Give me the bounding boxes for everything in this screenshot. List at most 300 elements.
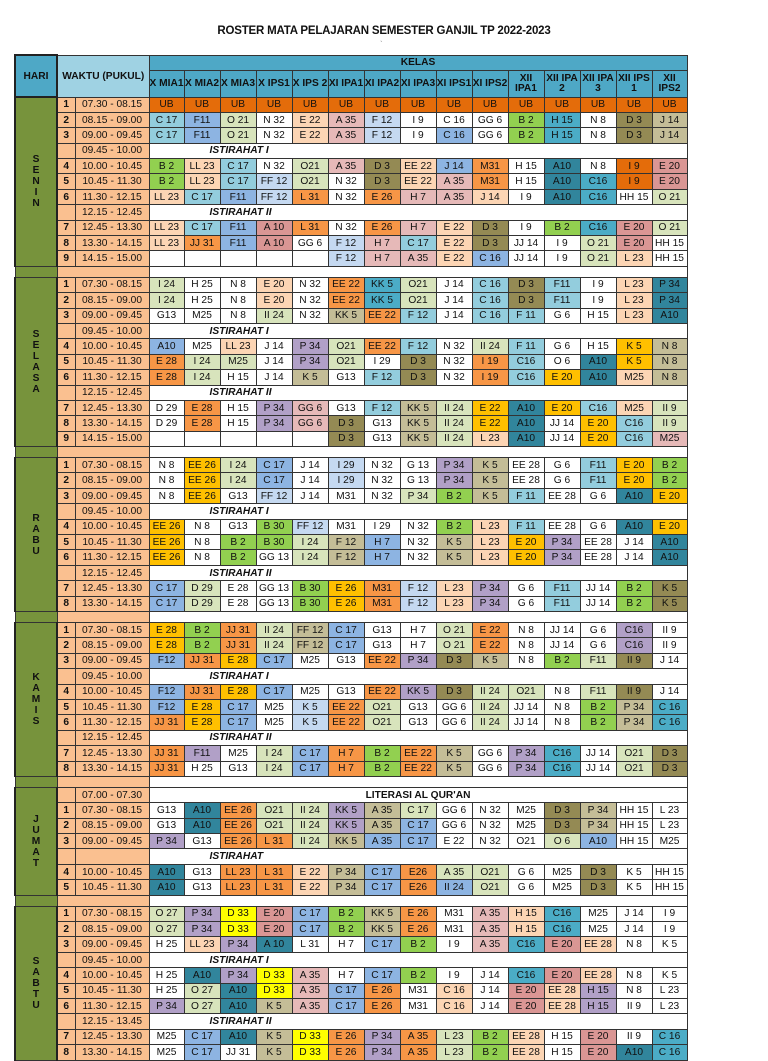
subject-cell <box>292 431 328 446</box>
subject-cell: KK 5 <box>328 308 364 323</box>
period-number <box>57 952 75 967</box>
subject-cell: JJ 31 <box>184 684 220 699</box>
subject-cell: E 20 <box>616 458 652 473</box>
break-row <box>15 504 687 519</box>
subject-cell: A10 <box>544 159 580 174</box>
period-number: 4 <box>57 968 75 983</box>
break-label: ISTIRAHAT II <box>149 565 687 580</box>
subject-cell: B 2 <box>436 519 472 534</box>
subject-cell: EE 22 <box>328 699 364 714</box>
subject-cell: E26 <box>400 864 436 879</box>
subject-cell: C16 <box>616 623 652 638</box>
subject-cell: I 24 <box>292 550 328 565</box>
subject-cell: E 22 <box>472 623 508 638</box>
subject-cell: D 33 <box>292 1045 328 1060</box>
subject-cell: KK 5 <box>400 416 436 431</box>
subject-cell: P 34 <box>436 458 472 473</box>
subject-cell: I 24 <box>256 761 292 776</box>
subject-cell: G13 <box>220 761 256 776</box>
subject-cell: M25 <box>580 906 616 921</box>
lesson-row <box>15 998 687 1013</box>
subject-cell: K 5 <box>652 968 687 983</box>
subject-cell: C 17 <box>149 581 184 596</box>
lesson-row <box>15 339 687 354</box>
subject-cell: F 12 <box>328 251 364 266</box>
subject-cell: P 34 <box>184 906 220 921</box>
class-header: XII IPA 2 <box>544 70 580 97</box>
period-time: 08.15 - 09.00 <box>75 473 149 488</box>
subject-cell: F 12 <box>400 308 436 323</box>
period-number: 4 <box>57 159 75 174</box>
subject-cell: E 22 <box>472 416 508 431</box>
subject-cell: P 34 <box>328 864 364 879</box>
subject-cell: M31 <box>364 596 400 611</box>
subject-cell: C 16 <box>652 699 687 714</box>
subject-cell: B 2 <box>580 715 616 730</box>
subject-cell: A 35 <box>400 1045 436 1060</box>
lesson-row <box>15 416 687 431</box>
subject-cell: A10 <box>616 488 652 503</box>
subject-cell: E 28 <box>149 638 184 653</box>
period-time: 10.45 - 11.30 <box>75 880 149 895</box>
subject-cell: H 15 <box>580 983 616 998</box>
period-time: 09.45 - 10.00 <box>75 143 149 158</box>
subject-cell: LL 23 <box>149 189 184 204</box>
subject-cell: B 2 <box>149 174 184 189</box>
subject-cell: P 34 <box>328 880 364 895</box>
subject-cell: I 29 <box>328 458 364 473</box>
subject-cell: G 13 <box>400 473 436 488</box>
subject-cell: D 3 <box>328 431 364 446</box>
subject-cell: UB <box>328 97 364 112</box>
subject-cell: H 7 <box>400 189 436 204</box>
subject-cell: P 34 <box>149 998 184 1013</box>
subject-cell: M31 <box>328 488 364 503</box>
subject-cell: M25 <box>184 339 220 354</box>
subject-cell: A10 <box>580 354 616 369</box>
class-header: XI IPA1 <box>328 70 364 97</box>
subject-cell: EE 28 <box>580 937 616 952</box>
subject-cell: P 34 <box>616 699 652 714</box>
period-time: 12.15 - 13.45 <box>75 1014 149 1029</box>
subject-cell: G 6 <box>580 488 616 503</box>
subject-cell: C16 <box>508 370 544 385</box>
subject-cell: P 34 <box>256 400 292 415</box>
lesson-row <box>15 746 687 761</box>
subject-cell: K 5 <box>616 880 652 895</box>
header-hari: HARI <box>15 55 57 97</box>
subject-cell: EE 26 <box>184 458 220 473</box>
subject-cell: II 24 <box>436 880 472 895</box>
subject-cell: F11 <box>580 653 616 668</box>
subject-cell: L 23 <box>436 596 472 611</box>
subject-cell: K 5 <box>256 1029 292 1044</box>
period-number: 2 <box>57 638 75 653</box>
subject-cell <box>149 431 184 446</box>
subject-cell: N 32 <box>472 834 508 849</box>
period-time: 12.15 - 12.45 <box>75 730 149 745</box>
subject-cell: L 31 <box>256 880 292 895</box>
subject-cell: E 20 <box>544 400 580 415</box>
subject-cell: A10 <box>184 968 220 983</box>
literasi-label: LITERASI AL QUR'AN <box>149 787 687 802</box>
subject-cell: EE 26 <box>220 803 256 818</box>
subject-cell: A10 <box>184 818 220 833</box>
lesson-row <box>15 983 687 998</box>
subject-cell: F 12 <box>400 596 436 611</box>
subject-cell: L 23 <box>436 581 472 596</box>
subject-cell: G13 <box>364 416 400 431</box>
subject-cell: G13 <box>364 638 400 653</box>
lesson-row <box>15 189 687 204</box>
subject-cell: G 6 <box>508 581 544 596</box>
subject-cell: E 22 <box>436 251 472 266</box>
subject-cell: J 14 <box>256 370 292 385</box>
subject-cell: EE 26 <box>184 473 220 488</box>
subject-cell: M25 <box>508 818 544 833</box>
subject-cell: GG 6 <box>472 128 508 143</box>
subject-cell: E 22 <box>436 236 472 251</box>
subject-cell: D 29 <box>184 596 220 611</box>
subject-cell: J 14 <box>436 308 472 323</box>
subject-cell: KK 5 <box>328 803 364 818</box>
subject-cell: C 17 <box>364 937 400 952</box>
subject-cell: N 8 <box>149 488 184 503</box>
subject-cell: I 24 <box>292 535 328 550</box>
subject-cell: E 28 <box>184 699 220 714</box>
period-time: 08.15 - 09.00 <box>75 112 149 127</box>
subject-cell: GG 6 <box>436 803 472 818</box>
subject-cell: I 9 <box>652 922 687 937</box>
subject-cell: GG 6 <box>472 761 508 776</box>
period-number: 2 <box>57 112 75 127</box>
subject-cell: G 6 <box>580 638 616 653</box>
subject-cell: F 12 <box>400 339 436 354</box>
subject-cell: A10 <box>508 431 544 446</box>
break-label: ISTIRAHAT I <box>149 323 687 338</box>
subject-cell: O21 <box>364 715 400 730</box>
period-time: 09.45 - 10.00 <box>75 952 149 967</box>
subject-cell: E 20 <box>508 983 544 998</box>
subject-cell: N 32 <box>364 473 400 488</box>
subject-cell: JJ 14 <box>544 431 580 446</box>
subject-cell: M25 <box>616 370 652 385</box>
lesson-row <box>15 220 687 235</box>
subject-cell: L 23 <box>472 550 508 565</box>
subject-cell: I 24 <box>149 277 184 292</box>
period-time: 10.00 - 10.45 <box>75 864 149 879</box>
subject-cell <box>220 251 256 266</box>
subject-cell: C 17 <box>400 236 436 251</box>
subject-cell: II 24 <box>256 623 292 638</box>
period-number: 5 <box>57 983 75 998</box>
subject-cell: B 2 <box>328 906 364 921</box>
subject-cell: EE 26 <box>220 834 256 849</box>
period-number: 7 <box>57 1029 75 1044</box>
break-row <box>15 730 687 745</box>
subject-cell: C 17 <box>400 818 436 833</box>
break-label: ISTIRAHAT II <box>149 1014 687 1029</box>
period-time: 07.30 - 08.15 <box>75 277 149 292</box>
period-number: 3 <box>57 308 75 323</box>
subject-cell: EE 22 <box>400 159 436 174</box>
subject-cell: B 2 <box>184 638 220 653</box>
subject-cell: KK 5 <box>400 684 436 699</box>
subject-cell: P 34 <box>184 922 220 937</box>
subject-cell: B 2 <box>652 473 687 488</box>
subject-cell: P 34 <box>292 354 328 369</box>
lesson-row <box>15 761 687 776</box>
subject-cell: EE 28 <box>544 998 580 1013</box>
subject-cell: II 9 <box>616 998 652 1013</box>
lesson-row <box>15 937 687 952</box>
subject-cell: D 3 <box>400 354 436 369</box>
period-time: 10.00 - 10.45 <box>75 968 149 983</box>
subject-cell: C16 <box>508 937 544 952</box>
subject-cell: G13 <box>184 880 220 895</box>
subject-cell: L 31 <box>256 864 292 879</box>
subject-cell: UB <box>400 97 436 112</box>
subject-cell: J 14 <box>292 488 328 503</box>
subject-cell: B 2 <box>220 550 256 565</box>
subject-cell: I 9 <box>652 906 687 921</box>
subject-cell: K 5 <box>256 998 292 1013</box>
subject-cell: O 21 <box>580 236 616 251</box>
period-time: 10.45 - 11.30 <box>75 535 149 550</box>
subject-cell: G 13 <box>400 458 436 473</box>
subject-cell: B 2 <box>220 535 256 550</box>
subject-cell: H 15 <box>544 1045 580 1060</box>
subject-cell: A10 <box>580 370 616 385</box>
period-number <box>57 565 75 580</box>
subject-cell: I 9 <box>508 220 544 235</box>
lesson-row <box>15 968 687 983</box>
subject-cell: JJ 31 <box>220 638 256 653</box>
period-number: 7 <box>57 746 75 761</box>
class-header: X IPS1 <box>256 70 292 97</box>
break-label: ISTIRAHAT I <box>149 669 687 684</box>
subject-cell: K 5 <box>472 473 508 488</box>
subject-cell: UB <box>436 97 472 112</box>
subject-cell: N 32 <box>292 293 328 308</box>
lesson-row <box>15 715 687 730</box>
subject-cell: L 23 <box>616 308 652 323</box>
subject-cell: N 8 <box>220 308 256 323</box>
subject-cell: EE 26 <box>220 818 256 833</box>
subject-cell: C 17 <box>256 684 292 699</box>
subject-cell: G13 <box>220 519 256 534</box>
subject-cell: A 35 <box>436 174 472 189</box>
lesson-row <box>15 922 687 937</box>
period-number <box>57 143 75 158</box>
subject-cell: N 32 <box>328 189 364 204</box>
subject-cell: I 24 <box>184 354 220 369</box>
subject-cell: EE 22 <box>364 308 400 323</box>
subject-cell: C 16 <box>436 128 472 143</box>
subject-cell: H 15 <box>508 922 544 937</box>
period-number: 7 <box>57 581 75 596</box>
subject-cell: F11 <box>220 220 256 235</box>
subject-cell: A10 <box>149 339 184 354</box>
subject-cell: J 14 <box>436 293 472 308</box>
period-time: 12.45 - 13.30 <box>75 1029 149 1044</box>
subject-cell: A 35 <box>436 189 472 204</box>
subject-cell: F 12 <box>364 400 400 415</box>
subject-cell: EE 28 <box>508 473 544 488</box>
subject-cell: L 23 <box>616 277 652 292</box>
subject-cell: C 17 <box>400 834 436 849</box>
subject-cell: EE 28 <box>580 968 616 983</box>
period-time: 07.30 - 08.15 <box>75 458 149 473</box>
subject-cell: B 30 <box>256 535 292 550</box>
period-time: 09.45 - 10.00 <box>75 323 149 338</box>
subject-cell: C 17 <box>292 906 328 921</box>
subject-cell: C16 <box>616 416 652 431</box>
subject-cell: JJ 14 <box>544 623 580 638</box>
subject-cell: E 20 <box>616 473 652 488</box>
period-time: 14.15 - 15.00 <box>75 251 149 266</box>
period-time: 13.30 - 14.15 <box>75 1045 149 1060</box>
subject-cell: KK 5 <box>364 922 400 937</box>
subject-cell: C 16 <box>472 277 508 292</box>
period-number: 8 <box>57 761 75 776</box>
subject-cell: N 32 <box>436 370 472 385</box>
subject-cell: E 28 <box>220 596 256 611</box>
subject-cell: LL 23 <box>220 880 256 895</box>
subject-cell: N 8 <box>184 535 220 550</box>
subject-cell: A 35 <box>328 112 364 127</box>
subject-cell: JJ 31 <box>149 761 184 776</box>
subject-cell: J 14 <box>256 354 292 369</box>
subject-cell: M31 <box>364 581 400 596</box>
subject-cell: D 33 <box>220 906 256 921</box>
class-header: X IPS 2 <box>292 70 328 97</box>
class-header: XII IPA 3 <box>580 70 616 97</box>
subject-cell: C 16 <box>472 308 508 323</box>
subject-cell: A10 <box>220 983 256 998</box>
subject-cell: II 24 <box>436 400 472 415</box>
lesson-row <box>15 638 687 653</box>
period-number: 3 <box>57 653 75 668</box>
subject-cell: GG 6 <box>436 715 472 730</box>
subject-cell: A 35 <box>364 834 400 849</box>
subject-cell: A 10 <box>256 220 292 235</box>
subject-cell: C16 <box>580 174 616 189</box>
period-number: 6 <box>57 715 75 730</box>
subject-cell: N 32 <box>256 159 292 174</box>
subject-cell: E 28 <box>220 581 256 596</box>
subject-cell: O21 <box>364 699 400 714</box>
subject-cell: A 35 <box>364 803 400 818</box>
period-number: 6 <box>57 370 75 385</box>
lesson-row <box>15 519 687 534</box>
subject-cell: D 33 <box>220 922 256 937</box>
lesson-row <box>15 159 687 174</box>
period-time: 13.30 - 14.15 <box>75 236 149 251</box>
subject-cell: G 6 <box>544 458 580 473</box>
subject-cell: E 28 <box>184 416 220 431</box>
subject-cell: O 21 <box>580 251 616 266</box>
period-time: 07.30 - 08.15 <box>75 803 149 818</box>
subject-cell <box>256 251 292 266</box>
subject-cell: EE 28 <box>544 488 580 503</box>
subject-cell: LL 23 <box>184 159 220 174</box>
subject-cell: C 17 <box>364 864 400 879</box>
subject-cell: F11 <box>580 684 616 699</box>
subject-cell: HH 15 <box>652 880 687 895</box>
subject-cell: A10 <box>149 864 184 879</box>
period-number <box>57 849 75 864</box>
subject-cell: O21 <box>616 761 652 776</box>
subject-cell: G 6 <box>544 473 580 488</box>
day-separator <box>15 895 687 906</box>
subject-cell: C 17 <box>328 998 364 1013</box>
break-row <box>15 205 687 220</box>
subject-cell: EE 22 <box>328 293 364 308</box>
subject-cell: I 24 <box>220 473 256 488</box>
subject-cell: JJ 31 <box>220 1045 256 1060</box>
subject-cell: F11 <box>544 277 580 292</box>
subject-cell: J 14 <box>652 684 687 699</box>
subject-cell: G 6 <box>580 519 616 534</box>
subject-cell: D 3 <box>652 746 687 761</box>
subject-cell: M31 <box>472 174 508 189</box>
subject-cell: GG 13 <box>256 581 292 596</box>
period-time: 09.00 - 09.45 <box>75 308 149 323</box>
period-number: 2 <box>57 473 75 488</box>
subject-cell: C16 <box>544 906 580 921</box>
subject-cell: B 2 <box>544 653 580 668</box>
subject-cell: H 15 <box>508 159 544 174</box>
day-separator <box>15 776 687 787</box>
subject-cell: H 7 <box>328 937 364 952</box>
subject-cell: M25 <box>292 684 328 699</box>
lesson-row <box>15 653 687 668</box>
period-time: 07.30 - 08.15 <box>75 623 149 638</box>
break-row <box>15 1014 687 1029</box>
subject-cell: G13 <box>364 623 400 638</box>
subject-cell: E 26 <box>364 983 400 998</box>
subject-cell: E 28 <box>149 623 184 638</box>
break-label: ISTIRAHAT II <box>149 205 687 220</box>
subject-cell: N 32 <box>400 550 436 565</box>
subject-cell: A10 <box>652 535 687 550</box>
period-number <box>57 1014 75 1029</box>
subject-cell: M25 <box>220 746 256 761</box>
subject-cell: O21 <box>328 339 364 354</box>
subject-cell: L 23 <box>436 1029 472 1044</box>
subject-cell: N 32 <box>364 488 400 503</box>
subject-cell: I 24 <box>256 746 292 761</box>
subject-cell: N 8 <box>544 699 580 714</box>
header-kelas: KELAS <box>149 55 687 70</box>
period-number: 1 <box>57 906 75 921</box>
subject-cell: E 26 <box>328 1045 364 1060</box>
subject-cell: K 5 <box>652 937 687 952</box>
subject-cell: A 35 <box>400 251 436 266</box>
subject-cell: O 21 <box>652 189 687 204</box>
subject-cell: JJ 14 <box>580 596 616 611</box>
period-number <box>57 205 75 220</box>
subject-cell: N 8 <box>508 638 544 653</box>
subject-cell: K 5 <box>292 370 328 385</box>
subject-cell: A 35 <box>292 998 328 1013</box>
subject-cell: J 14 <box>292 473 328 488</box>
subject-cell: H 7 <box>364 535 400 550</box>
subject-cell: LL 23 <box>184 174 220 189</box>
subject-cell: E 26 <box>328 1029 364 1044</box>
break-row <box>15 952 687 967</box>
